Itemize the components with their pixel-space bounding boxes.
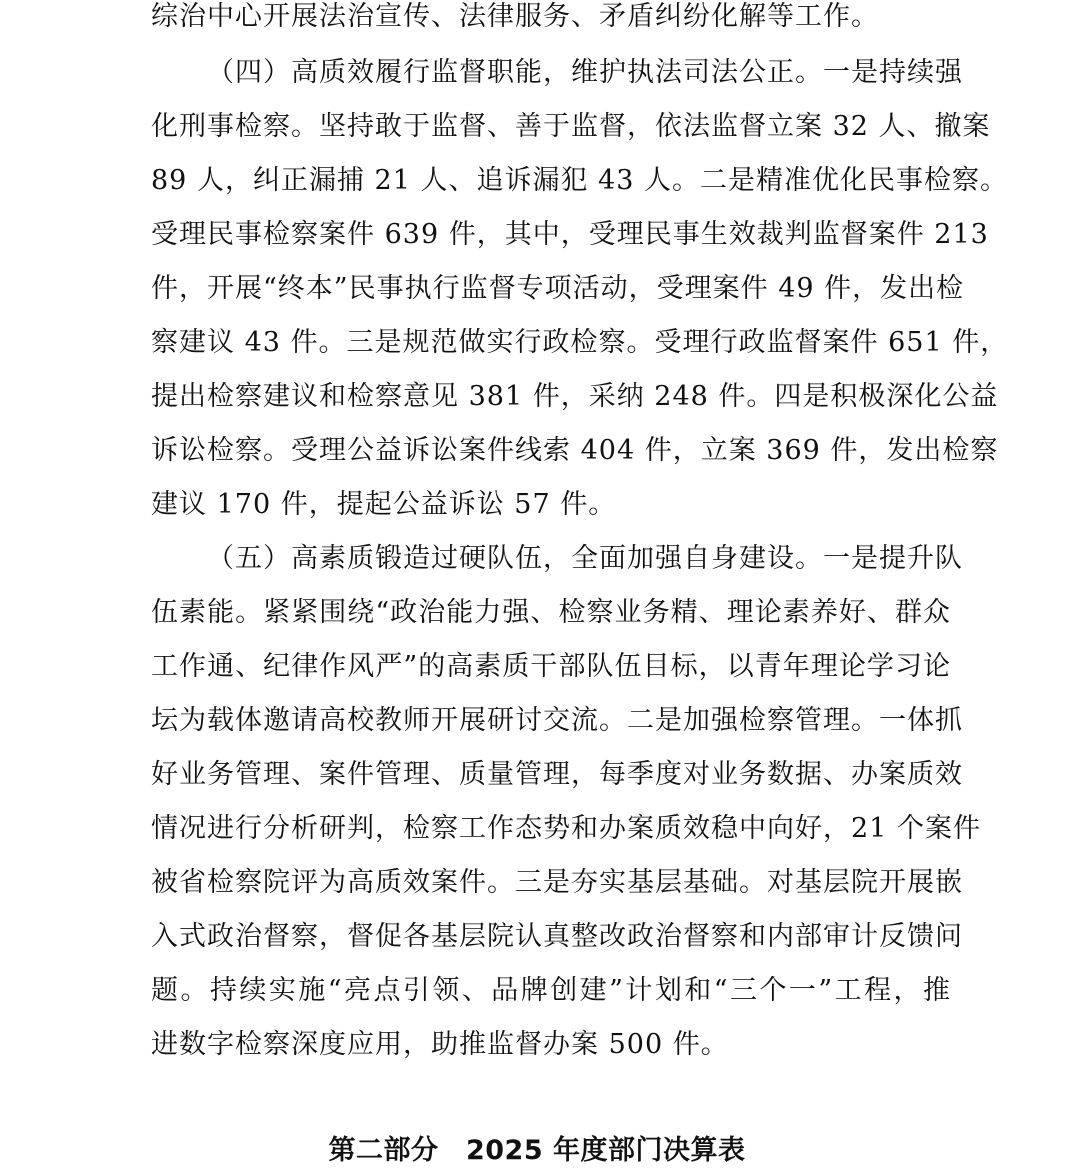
paragraph-line: 好业务管理、案件管理、质量管理，每季度对业务数据、办案质效	[151, 759, 963, 790]
paragraph-line: 化刑事检察。坚持敢于监督、善于监督，依法监督立案 32 人、撤案	[151, 111, 991, 142]
paragraph-line: 受理民事检察案件 639 件，其中，受理民事生效裁判监督案件 213	[151, 219, 989, 250]
paragraph-line: 件，开展“终本”民事执行监督专项活动，受理案件 49 件，发出检	[151, 273, 965, 304]
paragraph-line: 察建议 43 件。三是规范做实行政检察。受理行政监督案件 651 件，	[151, 327, 1009, 358]
paragraph-line: 建议 170 件，提起公益诉讼 57 件。	[151, 489, 617, 520]
paragraph-line: 提出检察建议和检察意见 381 件，采纳 248 件。四是积极深化公益	[151, 381, 999, 412]
paragraph-line: （四）高质效履行监督职能，维护执法司法公正。一是持续强	[207, 57, 963, 88]
paragraph-line: 入式政治督察，督促各基层院认真整改政治督察和内部审计反馈问	[151, 921, 963, 952]
paragraph-line: 进数字检察深度应用，助推监督办案 500 件。	[151, 1029, 729, 1060]
section-heading: 第二部分 2025 年度部门决算表	[328, 1135, 746, 1166]
paragraph-line: 89 人，纠正漏捕 21 人、追诉漏犯 43 人。二是精准优化民事检察。	[151, 165, 1008, 196]
paragraph-line: 题。持续实施“亮点引领、品牌创建”计划和“三个一”工程，推	[151, 975, 951, 1006]
paragraph-line: 工作通、纪律作风严”的高素质干部队伍目标，以青年理论学习论	[151, 651, 951, 682]
paragraph-line: 诉讼检察。受理公益诉讼案件线索 404 件，立案 369 件，发出检察	[151, 435, 999, 466]
paragraph-line: 情况进行分析研判，检察工作态势和办案质效稳中向好，21 个案件	[151, 813, 981, 844]
paragraph-line: （五）高素质锻造过硬队伍，全面加强自身建设。一是提升队	[207, 543, 963, 574]
paragraph-line: 伍素能。紧紧围绕“政治能力强、检察业务精、理论素养好、群众	[151, 597, 951, 628]
paragraph-line: 被省检察院评为高质效案件。三是夯实基层基础。对基层院开展嵌	[151, 867, 963, 898]
paragraph-line: 综治中心开展法治宣传、法律服务、矛盾纠纷化解等工作。	[151, 1, 879, 32]
paragraph-line: 坛为载体邀请高校教师开展研讨交流。二是加强检察管理。一体抓	[151, 705, 963, 736]
